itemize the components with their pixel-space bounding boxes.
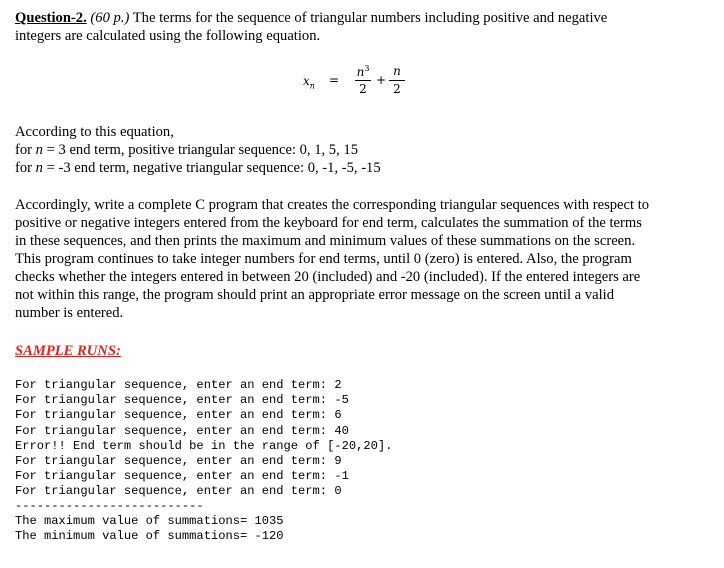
max-summation-line: The maximum value of summations= 1035: [15, 514, 284, 529]
question-points: (60 p.): [90, 10, 130, 26]
examples-line-3: for n = -3 end term, negative triangular sequence: 0, -1, -5, -15: [15, 160, 381, 176]
fraction-n-cubed-over-2: $n^3$ 2: [356, 64, 370, 96]
console-error-line: Error!! End term should be in the range of [-20,20].: [15, 438, 393, 453]
examples-paragraph: [15, 123, 715, 177]
task-line: checks whether the integers entered in between 20 (included) and -20 (included). If the entered integers are: [15, 269, 641, 285]
console-line: For triangular sequence, enter an end term: 2: [15, 378, 342, 392]
console-output: [15, 378, 392, 500]
task-line: This program continues to take integer numbers for end terms, until 0 (zero) is entered. Also, the program: [15, 251, 632, 267]
task-line: not within this range, the program should print an appropriate error message on the screen until a valid: [15, 287, 614, 303]
console-line: For triangular sequence, enter an end term: -1: [15, 469, 349, 484]
min-summation-line: The minimum value of summations= -120: [15, 529, 284, 544]
console-line: For triangular sequence, enter an end term: 40: [15, 423, 349, 438]
console-separator: --------------------------: [15, 499, 204, 513]
task-line: positive or negative integers entered from the keyboard for end term, calculates the summation of the terms: [15, 215, 642, 231]
console-line: For triangular sequence, enter an end term: 0: [15, 484, 342, 499]
intro-line-2: integers are calculated using the following equation.: [15, 28, 321, 44]
equation-lhs: $x_n$: [303, 74, 315, 91]
console-line: For triangular sequence, enter an end term: -5: [15, 393, 349, 408]
equation-plus: +: [376, 73, 387, 87]
fraction-n-over-2: n 2: [388, 64, 406, 96]
question-header: [15, 9, 715, 45]
console-line: For triangular sequence, enter an end term: 6: [15, 408, 342, 423]
question-label: Question-2.: [15, 10, 87, 26]
question-intro: [15, 9, 715, 45]
triangular-equation: [303, 56, 423, 106]
console-results: [15, 499, 284, 545]
intro-line-1: The terms for the sequence of triangular numbers including positive and negative: [129, 10, 608, 26]
equation-equals: =: [329, 73, 340, 87]
sample-runs-heading: SAMPLE RUNS:: [15, 343, 121, 359]
task-paragraph: [15, 196, 715, 322]
console-line: For triangular sequence, enter an end term: 9: [15, 454, 342, 469]
examples-line-2: for n = 3 end term, positive triangular sequence: 0, 1, 5, 15: [15, 142, 358, 158]
examples-line-1: According to this equation,: [15, 124, 174, 140]
task-line: Accordingly, write a complete C program that creates the corresponding triangular sequences with respect to: [15, 197, 650, 213]
task-line: in these sequences, and then prints the maximum and minimum values of these summations on the screen.: [15, 233, 636, 249]
task-line: number is entered.: [15, 305, 124, 321]
